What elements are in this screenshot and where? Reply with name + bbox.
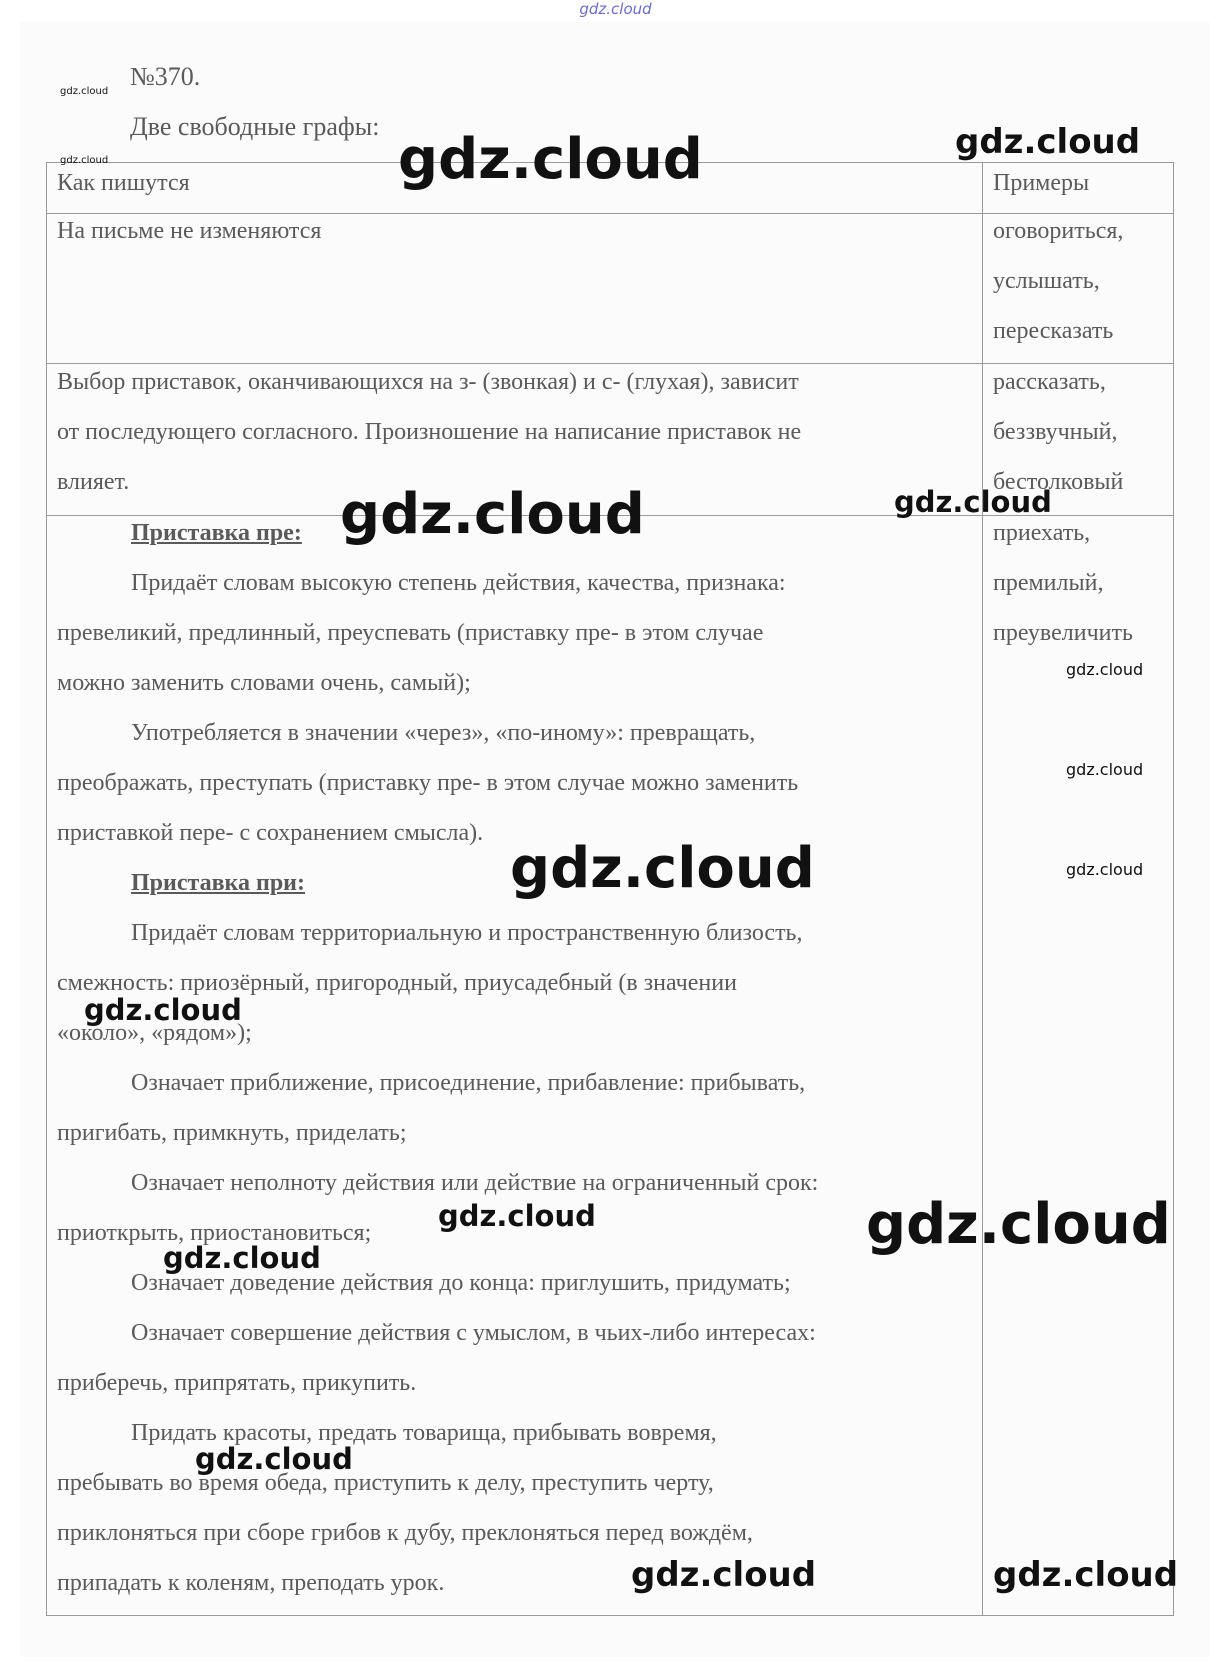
task-number: №370. (130, 62, 201, 91)
row1-example: услышать, (993, 268, 1100, 294)
pri-line: Означает неполноту действия или действие на ограниченный срок: (131, 1170, 819, 1196)
watermark: gdz.cloud (894, 485, 1052, 519)
subtitle: Две свободные графы: (130, 112, 380, 141)
row2-rule-line: от последующего согласного. Произношение на написание приставок не (57, 419, 802, 445)
pre-line: преображать, преступать (приставку пре- в этом случае можно заменить (57, 770, 799, 796)
pri-line: приклоняться при сборе грибов к дубу, преклоняться перед вождём, (57, 1520, 753, 1546)
row2-rule-line: влияет. (57, 469, 130, 495)
pri-line: Придаёт словам территориальную и пространственную близость, (131, 920, 803, 946)
pri-line: пребывать во время обеда, приступить к делу, преступить черту, (57, 1470, 714, 1496)
pri-line: припадать к коленям, преподать урок. (57, 1570, 445, 1596)
table-left-border (46, 162, 47, 1616)
watermark: gdz.cloud (398, 127, 703, 192)
column-header-examples: Примеры (993, 170, 1090, 196)
watermark: gdz.cloud (60, 155, 109, 166)
watermark: gdz.cloud (438, 1199, 596, 1233)
pri-line: Означает приближение, присоединение, прибавление: прибывать, (131, 1070, 806, 1096)
row3-example: преувеличить (993, 620, 1133, 646)
pre-line: можно заменить словами очень, самый); (57, 670, 471, 696)
watermark: gdz.cloud (340, 482, 645, 547)
pri-line: Придать красоты, предать товарища, прибывать вовремя, (131, 1420, 717, 1446)
pre-line: превеликий, предлинный, преуспевать (приставку пре- в этом случае (57, 620, 764, 646)
pre-line: Употребляется в значении «через», «по-иному»: превращать, (131, 720, 756, 746)
pri-line: Означает совершение действия с умыслом, в чьих-либо интересах: (131, 1320, 816, 1346)
row3-example: приехать, (993, 520, 1091, 546)
row2-example: рассказать, (993, 369, 1106, 395)
row2-example: бестолковый (993, 469, 1124, 495)
pri-line: «около», «рядом»); (57, 1020, 252, 1046)
watermark: gdz.cloud (1066, 760, 1144, 779)
pri-line: смежность: приозёрный, пригородный, приусадебный (в значении (57, 970, 737, 996)
pre-line: приставкой пере- с сохранением смысла). (57, 820, 484, 846)
table-right-border (1173, 162, 1174, 1616)
watermark: gdz.cloud (60, 86, 109, 97)
row1-example: пересказать (993, 318, 1114, 344)
prefix-pri-title: Приставка при: (131, 870, 305, 896)
row2-rule-line: Выбор приставок, оканчивающихся на з- (звонкая) и с- (глухая), зависит (57, 369, 799, 395)
watermark: gdz.cloud (955, 122, 1141, 162)
watermark: gdz.cloud (195, 1442, 353, 1476)
watermark: gdz.cloud (510, 836, 815, 901)
watermark: gdz.cloud (163, 1241, 321, 1275)
watermark: gdz.cloud (993, 1555, 1179, 1595)
prefix-pre-title: Приставка пре: (131, 520, 302, 546)
row2-example: беззвучный, (993, 419, 1118, 445)
table-bottom-border (46, 1615, 1174, 1616)
row1-rule: На письме не изменяются (57, 218, 322, 244)
column-divider (982, 162, 983, 1616)
row3-example: премилый, (993, 570, 1104, 596)
watermark: gdz.cloud (1066, 860, 1144, 879)
pre-line: Придаёт словам высокую степень действия, качества, признака: (131, 570, 786, 596)
pri-line: приоткрыть, приостановиться; (57, 1220, 372, 1246)
pri-line: пригибать, примкнуть, приделать; (57, 1120, 407, 1146)
watermark: gdz.cloud (866, 1192, 1171, 1257)
watermark: gdz.cloud (631, 1555, 817, 1595)
row1-example: оговориться, (993, 218, 1124, 244)
pri-line: Означает доведение действия до конца: приглушить, придумать; (131, 1270, 791, 1296)
column-header-rule: Как пишутся (57, 170, 190, 196)
watermark: gdz.cloud (1066, 660, 1144, 679)
header-watermark: gdz.cloud (579, 0, 652, 18)
watermark: gdz.cloud (84, 993, 242, 1027)
pri-line: приберечь, припрятать, прикупить. (57, 1370, 417, 1396)
